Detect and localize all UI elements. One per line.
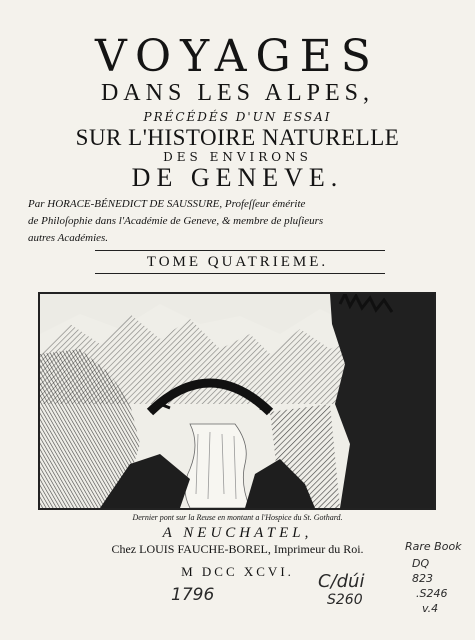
shelf-mark-line-5: v.4 [422,602,439,615]
author-line-2: de Philoſophie dans l'Académie de Geneve, & membre de pluſieurs [28,215,324,227]
handwritten-call-mark: C/dúi [318,571,365,592]
shelf-mark-line-3: 823 [412,572,433,585]
imprint-publisher: Chez LOUIS FAUCHE-BOREL, Imprimeur du Roi. [111,542,364,556]
shelf-mark-line-4: .S246 [416,587,448,600]
shelf-mark-line-1: Rare Book [405,540,462,553]
title-des-environs: DES ENVIRONS [163,150,312,164]
title-voyages: VOYAGES [95,31,380,82]
author-statement [28,196,448,247]
author-line-3: autres Académies. [28,232,109,244]
plate-caption: Dernier pont sur la Reuse en montant a l'Hospice du St. Gothard. [132,513,343,522]
title-histoire-naturelle: SUR L'HISTOIRE NATURELLE [75,125,400,150]
author-line-1: Par HORACE-BÉNEDICT DE SAUSSURE, Profeſſeur émérite [28,198,306,210]
rule-top [95,250,385,251]
shelf-mark-line-2: DQ [412,557,430,570]
volume-label: TOME QUATRIEME. [146,254,329,270]
handwritten-year: 1796 [171,585,215,605]
title-precedes: PRÉCÉDÉS D'UN ESSAI [143,110,332,124]
title-dans-les-alpes: DANS LES ALPES, [100,80,375,106]
publication-year: M DCC XCVI. [181,564,294,579]
title-de-geneve: DE GENEVE. [131,163,344,192]
imprint-city: A NEUCHATEL, [162,525,313,541]
engraving-bridge-illustration [40,294,434,508]
handwritten-number: S260 [327,592,363,608]
engraving-plate [38,292,436,510]
rule-bottom [95,273,385,274]
